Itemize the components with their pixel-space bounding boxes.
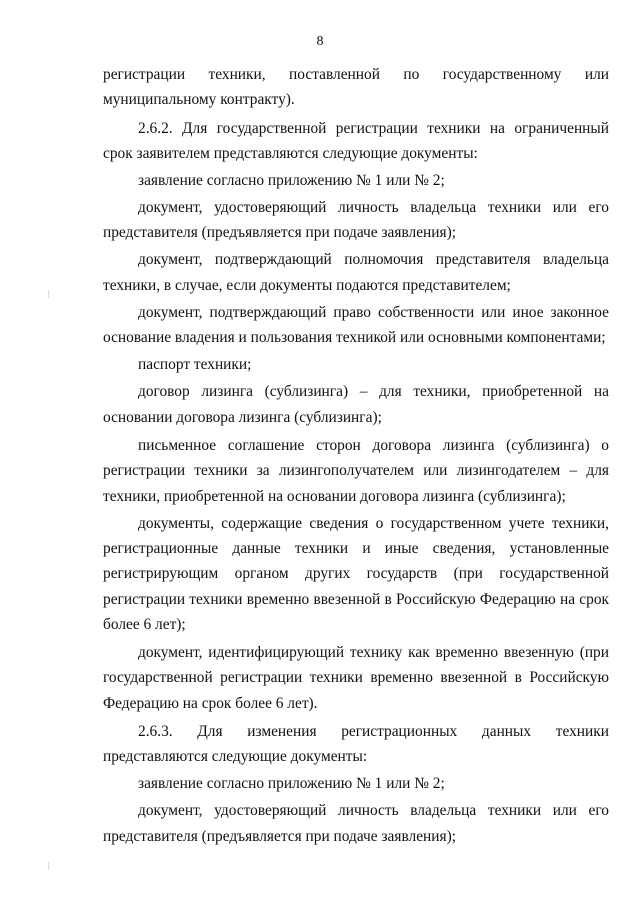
paragraph-section-2-6-2: 2.6.2. Для государственной регистрации техники на ограниченный срок заявителем представляются следующие документы: [103,119,609,162]
paragraph-representative-authority: документ, подтверждающий полномочия представителя владельца техники, в случае, если документы подаются представителем; [103,251,609,294]
paragraph-leasing-contract: договор лизинга (сублизинга) – для техники, приобретенной на основании договора лизинга (сублизинга); [103,383,609,426]
page-number: 8 [316,34,324,49]
paragraph-application-repeat: заявление согласно приложению № 1 или № 2; [138,775,445,793]
paragraph-identity-document-repeat: документ, удостоверяющий личность владельца техники или его представителя (предъявляется при подаче заявления); [103,802,609,845]
document-body [103,62,609,851]
paragraph-identity-document: документ, удостоверяющий личность владельца техники или его представителя (предъявляется при подаче заявления); [103,199,609,242]
paragraph-application: заявление согласно приложению № 1 или № 2; [138,171,445,189]
paragraph-section-2-6-3: 2.6.3. Для изменения регистрационных данных техники представляются следующие документы: [103,723,609,766]
paragraph-foreign-registration-data: документы, содержащие сведения о государственном учете техники, регистрационные данные техники и иные сведения, установленные регистрирующим органом других государств (при государственной регистрации техники временно ввезенной в Российскую Федерацию на срок более 6 лет); [103,514,609,633]
paragraph-ownership-document: документ, подтверждающий право собственности или иное законное основание владения и пользования техникой или основными компонентами; [103,303,609,347]
scan-mark [48,862,49,870]
scan-mark [48,290,49,298]
paragraph-leasing-agreement: письменное соглашение сторон договора лизинга (сублизинга) о регистрации техники за лизингополучателем или лизингодателем – для техники, приобретенной на основании договора лизинга (сублизинга); [103,436,609,505]
paragraph-contract-continuation: регистрации техники, поставленной по государственному или муниципальному контракту). [103,66,609,109]
paragraph-temporary-import-document: документ, идентифицирующий технику как временно ввезенную (при государственной регистрации техники временно ввезенной в Российскую Федерацию на срок более 6 лет). [103,644,609,712]
paragraph-technical-passport: паспорт техники; [138,356,252,374]
